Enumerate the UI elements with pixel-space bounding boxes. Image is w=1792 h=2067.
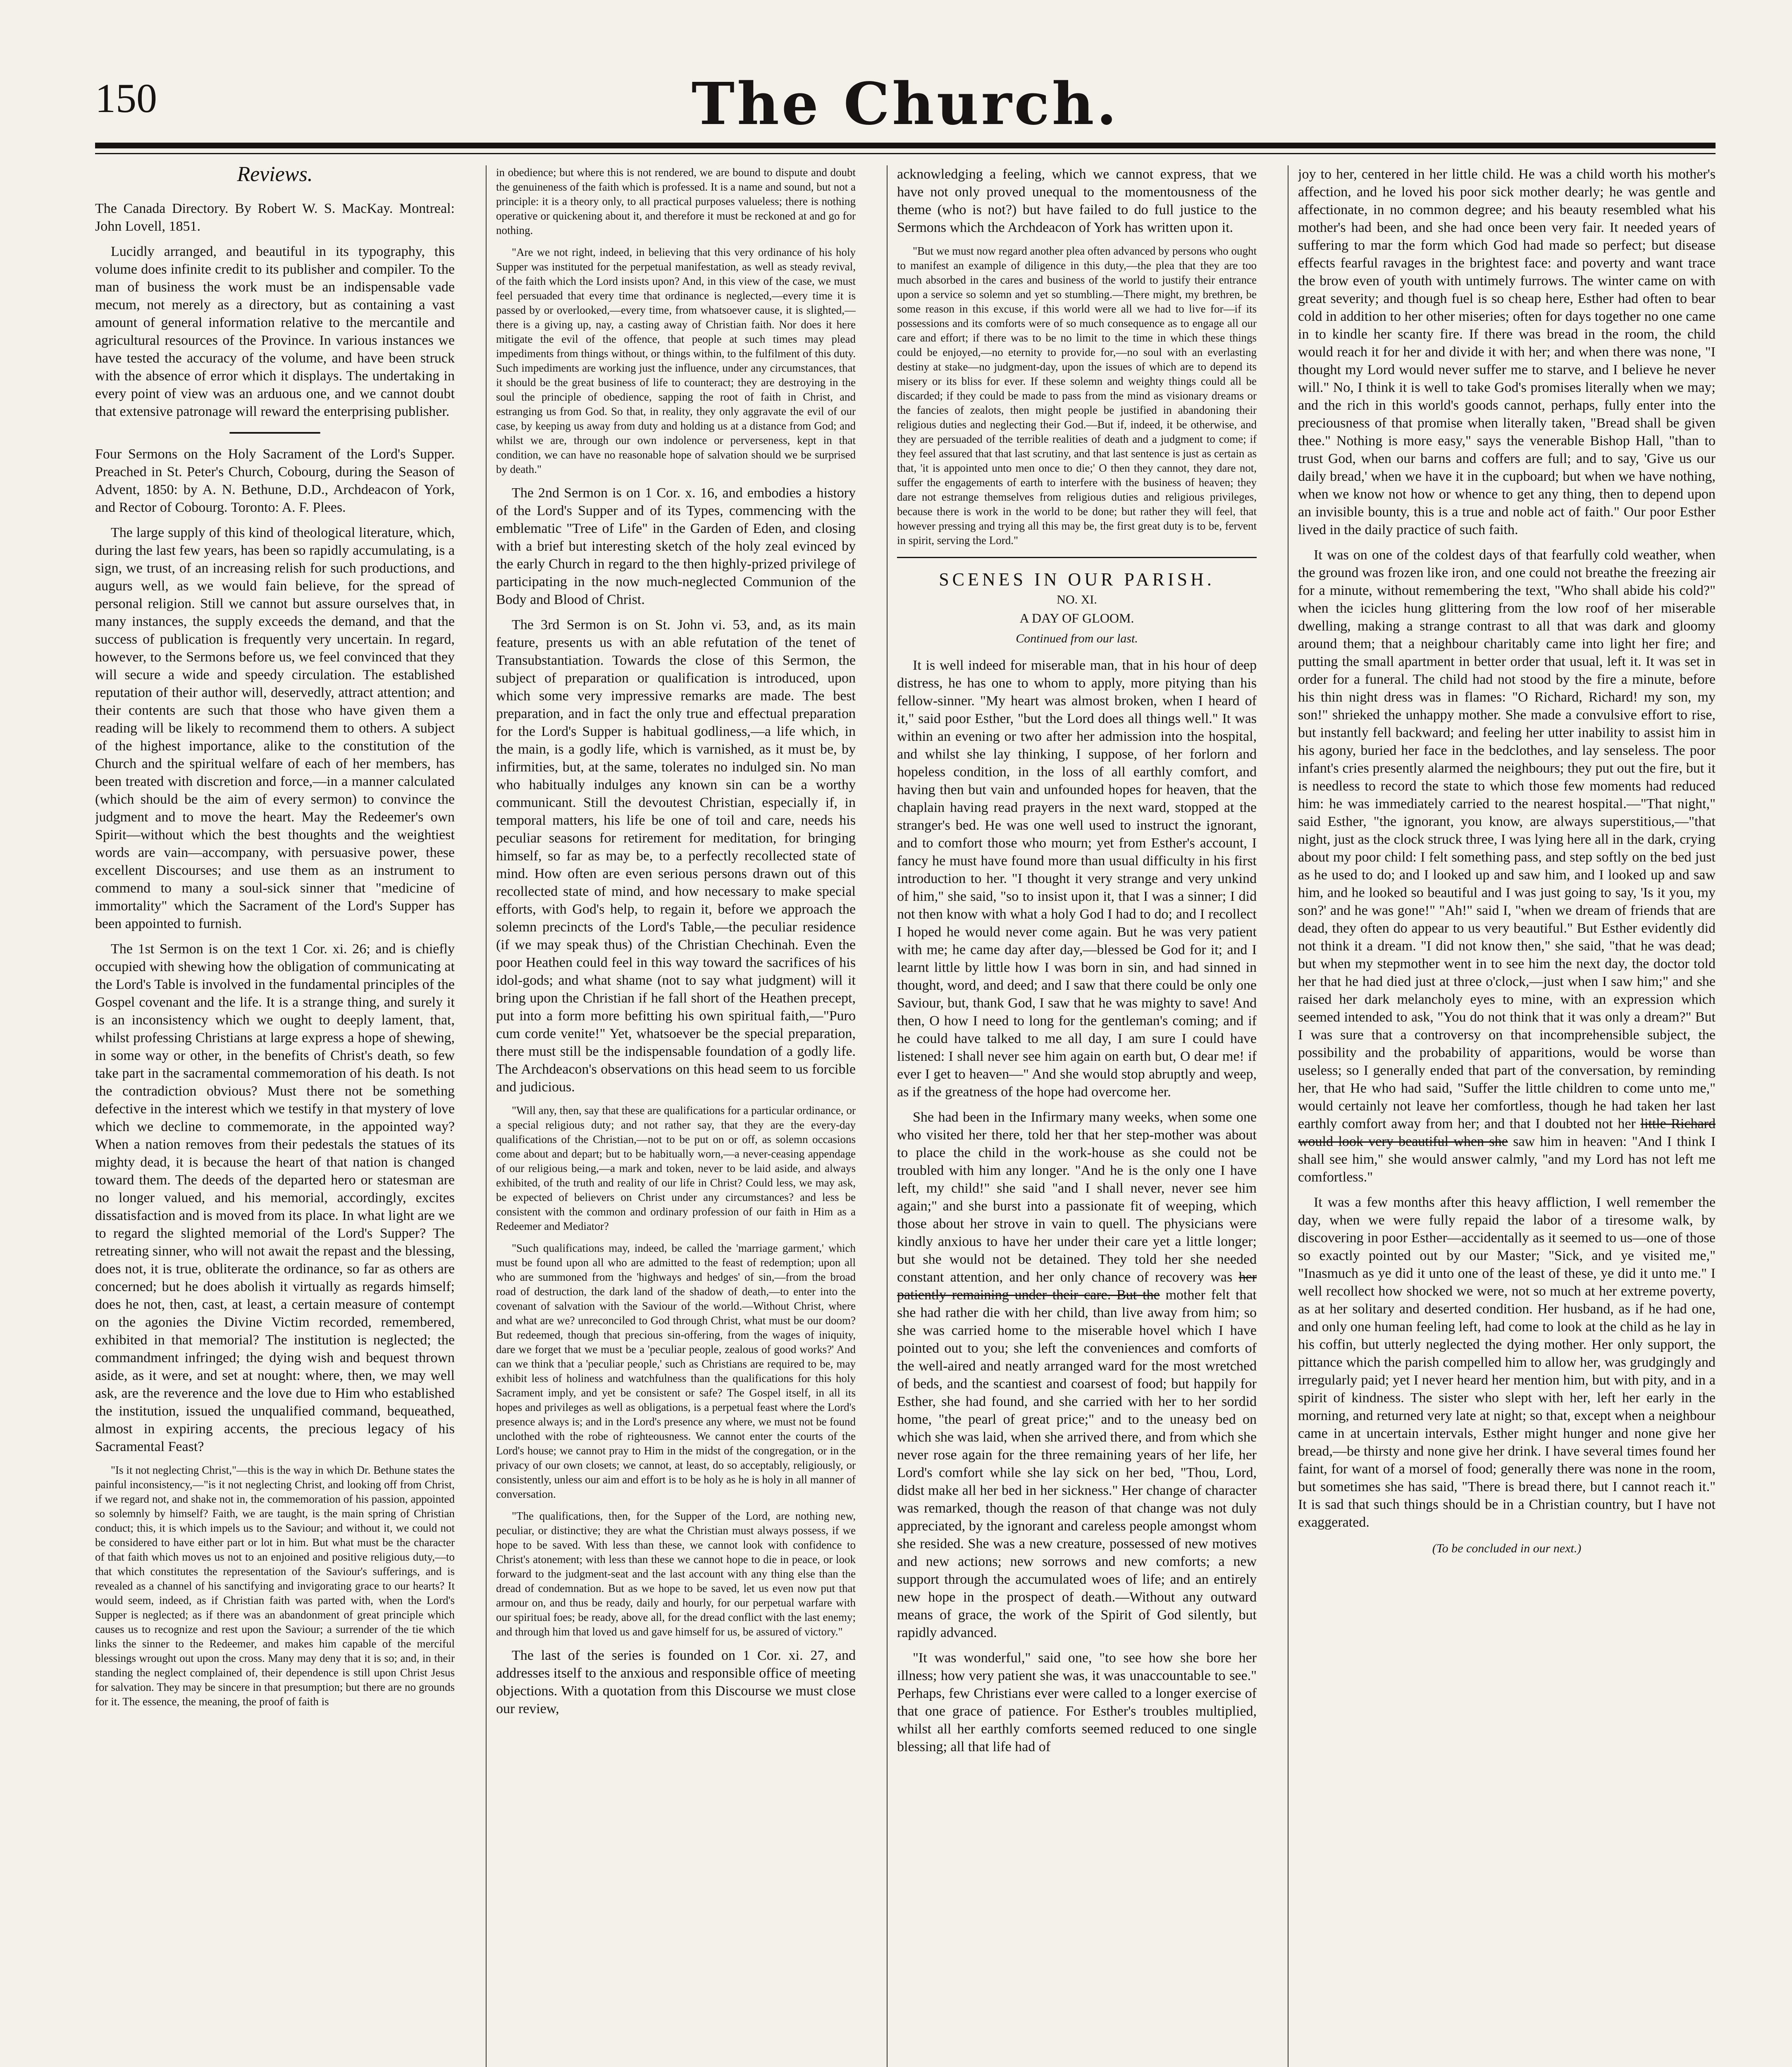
story-paragraph xyxy=(1298,546,1716,1186)
page-number: 150 xyxy=(95,75,157,121)
masthead xyxy=(95,70,1716,141)
story-paragraph xyxy=(897,1108,1257,1642)
story-paragraph: "It was wonderful," said one, "to see how she bore her illness; how very patient she was, it was unaccountable to see." Perhaps, few Christians ever were called to a longer exercise of that one grace of patience. For Esther's troubles multiplied, whilst all her earthly comforts seemed reduced to one single blessing; all that life had of xyxy=(897,1650,1257,1754)
struck-text: her patiently remaining under their care. But the xyxy=(897,1270,1257,1303)
story-subtitle: A DAY OF GLOOM. xyxy=(1019,611,1134,625)
story-title: SCENES IN OUR PARISH. xyxy=(939,569,1215,590)
review-quotation: "Will any, then, say that these are qualifications for a particular ordinance, or a special religious duty; and not rather say, that they are the every-day qualifications of the Christian,—not to be put on or off, as solemn occasions come about and depart; but to be habitually worn,—a never-ceasing appendage of our religious being,—a mark and token, never to be laid aside, and always exhibited, of the truth and reality of our life in Christ? Could less, we may ask, be expected of believers on Christ under any circumstances? and less be consistent with the common and ordinary profession of our faith in Him as a Redeemer and Mediator? xyxy=(496,1104,856,1232)
column-divider xyxy=(1288,165,1289,2067)
struck-text: little Richard would look very beautiful when she xyxy=(1298,1116,1716,1149)
section-heading-reviews: Reviews. xyxy=(237,165,313,186)
story-text: She had been in the Infirmary many weeks, when some one who visited her there, told her that her step-mother was about to place the child in the work-house as she could not be troubled with him any longer. "And he is the only one I have left, my child!" she said "and I shall never, never see him again;" and she burst into a passionate fit of weeping, which those about her strove in vain to quell. The physicians were kindly anxious to have her under their care yet a little longer; but she would not be detained. They told her she needed constant attention, and her only chance of recovery was xyxy=(897,1110,1257,1285)
ornamental-divider xyxy=(229,432,320,434)
story-text: saw him in heaven: "And I think I shall see him," she would answer calmly, "and my Lord has not left me comfortless." xyxy=(1298,1134,1716,1185)
review-quotation: "Are we not right, indeed, in believing that this very ordinance of his holy Supper was instituted for the perpetual manifestation, as well as steady revival, of the faith which the Lord insists upon? And, in this view of the case, we must feel persuaded that every time that ordinance is neglected,—every time it is passed by or overlooked,—every time, from whatsoever cause, it is slighted,—there is a giving up, nay, a casting away of Christian faith. Nor does it here mitigate the evil of the offence, that people at such times may plead impediments from things without, or things within, to the fulfilment of this duty. Such impediments are working just the influence, under any circumstances, that it should be the great business of life to counteract; they are destroying in the soul the principle of obedience, sapping the root of faith in Christ, and estranging us from God. So that, in reality, they only aggravate the evil of our case, by keeping us away from duty and holding us at a distance from God; and whilst we are, through our own indolence or perverseness, kept in that condition, we can have no reasonable hope of salvation should we be surprised by death." xyxy=(496,246,856,475)
review-paragraph: The 3rd Sermon is on St. John vi. 53, and, as its main feature, presents us with an able refutation of the tenet of Transubstantiation. Towards the close of this Sermon, the subject of preparation or qualification is introduced, upon which some very impressive remarks are made. The best preparation, and in fact the only true and effectual preparation for the Lord's Supper is habitual godliness,—a life which, in the main, is a godly life, which is varnished, as it must be, by infirmities, but, at the same, tolerates no indulged sin. No man who habitually indulges any known sin can be a worthy communicant. Still the devoutest Christian, especially if, in temporal matters, his life be one of toil and care, needs his peculiar seasons for retirement for meditation, for bringing himself, so far as may be, to a perfectly recollected state of mind. How often are even serious persons drawn out of this recollected state of mind, and how necessary to make special efforts, with God's help, to regain it, before we approach the solemn precincts of the Lord's Table,—the peculiar residence (if we may speak thus) of the Christian Chechinah. Even the poor Heathen could feel in this way toward the sacrifices of his idol-gods; and what shame (not to say what judgment) will it bring upon the Christian if he fall short of the Heathen precept, put into a form more befitting his own spiritual faith,—"Puro cum corde venite!" Yet, whatsoever be the special preparation, there must still be the indispensable foundation of a godly life. The Archdeacon's observations on this head seem to us forcible and judicious. xyxy=(496,617,856,1095)
column-1 xyxy=(95,165,455,2067)
review-paragraph: The last of the series is founded on 1 Cor. xi. 27, and addresses itself to the anxious and responsible office of meeting objections. With a quotation from this Discourse we must close our review, xyxy=(496,1648,856,1716)
review-citation-directory: The Canada Directory. By Robert W. S. MacKay. Montreal: John Lovell, 1851. xyxy=(95,201,455,234)
review-paragraph: acknowledging a feeling, which we cannot express, that we have not only proved unequal to the momentousness of the theme (who is not?) but have failed to do full justice to the Sermons which the Archdeacon of York has written upon it. xyxy=(897,167,1257,235)
story-paragraph: joy to her, centered in her little child. He was a child worth his mother's affection, and he loved his poor sick mother dearly; he was gentle and affectionate, in no common degree; and his beauty resembled what his mother's had been, and she had once been very fair. It needed years of suffering to mar the form which God had made so perfect; but disease effects fearful ravages in the brightest face: and poverty and want trace the brow even of youth with untimely furrows. The winter came on with great severity; and though fuel is so cheap here, Esther had often to bear cold in addition to her other miseries; often for days together no one came in to kindle her scanty fire. If there was bread in the room, the child would reach it for her and divide it with her; and when there was none, "I thought my Lord would never suffer me to starve, and I believe he never will." No, I think it is well to take God's promises literally when we may; and the rich in this world's goods cannot, perhaps, fully enter into the preciousness of that promise when literally taken, "Bread shall be given thee." Nothing is more easy," says the venerable Bishop Hall, "than to trust God, when our barns and coffers are full; and to say, 'Give us our daily bread,' when we have it in the cupboard; but when we have nothing, when we know not how or whence to get any thing, then to depend upon an invisible bounty, this is a true and noble act of faith." Our poor Esther lived in the daily practice of such faith. xyxy=(1298,167,1716,537)
review-paragraph: The large supply of this kind of theological literature, which, during the last few years, has been so rapidly accumulating, is a sign, we trust, of an increasing relish for such productions, and augurs well, as we would fain believe, for the spread of personal religion. Still we cannot but assure ourselves that, in many instances, the supply exceeds the demand, and that the success of publication is frequently very uncertain. In regard, however, to the Sermons before us, we feel convinced that they will secure a wide and speedy circulation. The established reputation of their author will, deservedly, attract attention; and their contents are such that those who have given them a reading will be likely to recommend them to others. A subject of the highest importance, alike to the constitution of the Church and the spiritual welfare of each of her members, has been treated with discretion and force,—in a manner calculated (which should be the aim of every sermon) to convince the judgment and to move the heart. May the Redeemer's own Spirit—without which the best thoughts and the weightiest words are vain—accompany, with persuasive power, these excellent Discourses; and use them as an instrument to commend to many a soul-sick sinner that "medicine of immortality" which the Sacrament of the Lord's Supper has been appointed to furnish. xyxy=(95,525,455,931)
column-3 xyxy=(897,165,1257,2067)
review-quotation: "But we must now regard another plea often advanced by persons who ought to manifest an example of diligence in this duty,—the plea that they are too much absorbed in the cares and business of the world to justify their entrance upon a service so solemn and yet so stumbling.—There might, my brethren, be some reason in this excuse, if this world were all we had to live for—if its possessions and its comforts were of so much consequence as to engage all our care and effort; if there was to be no limit to the time in which these things could be enjoyed,—no eternity to provide for,—no soul with an everlasting destiny at stake—no judgment-day, upon the issues of which are to depend its misery or its bliss for ever. If these solemn and weighty things could all be discarded; if they could be made to pass from the mind as visionary dreams or the fancies of zealots, then might people be justified in abandoning their religious duties and neglecting their God.—But if, indeed, it be otherwise, and they are persuaded of the terrible realities of death and a judgment to come; if they feel assured that that last scrutiny, and that last sentence is just as certain as that, 'it is appointed unto men once to die;' O then they cannot, they dare not, suffer the engagements of earth to interfere with the business of heaven; they dare not estrange themselves from religious duties and religious privileges, because there is work in the world to be done; but rather they will feel, that however pressing and trying all this may be, the first great duty is to be, fervent in spirit, serving the Lord." xyxy=(897,245,1257,547)
review-quotation: "Such qualifications may, indeed, be called the 'marriage garment,' which must be found upon all who are admitted to the feast of redemption; upon all who are summoned from the 'highways and hedges' of sin,—from the broad road of destruction, the dark land of the shadow of death,—to enter into the covenant of salvation with the Saviour of the world.—Without Christ, where and what are we? unreconciled to God through Christ, what must be our doom? But redeemed, though that precious sin-offering, from the wages of iniquity, dare we forget that we must be a 'peculiar people, zealous of good works?' And can we think that a 'peculiar people,' such as Christians are required to be, may exhibit less of holiness and watchfulness than the qualifications for this holy Sacrament imply, and yet be consistent or safe? The Gospel itself, in all its hopes and privileges as well as obligations, is a perpetual feast where the Lord's presence always is; and in the Lord's presence any where, we must not be found unclothed with the robe of righteousness. We cannot enter the courts of the Lord's house; we cannot pray to Him in the midst of the congregation, or in the privacy of our own closets; we cannot, at least, do so acceptably, religiously, or consistently, unless our aim and effort is to be holy as he is holy in all manner of conversation. xyxy=(496,1242,856,1500)
story-paragraph: It was a few months after this heavy affliction, I well remember the day, when we were fully repaid the labor of a tiresome walk, by discovering in poor Esther—accidentally as it seemed to us—one of those so exactly pointed out by our Master; "Sick, and ye visited me," "Inasmuch as ye did it unto one of the least of these, ye did it unto me." I well recollect how shocked we were, not so much at her extreme poverty, as at her solitary and deserted condition. Her husband, as if he had one, and only one human feeling left, had come to look at the child as he lay in his coffin, but utterly neglected the dying mother. Her only support, the pittance which the parish compelled him to allow her, was grudgingly and irregularly paid; yet I never heard her mention him, but with pity, and in a spirit of kindness. The sister who slept with her, left her early in the morning, and returned very late at night; so that, except when a neighbour came in at uncertain intervals, Esther might hunger and none give her bread,—be thirsty and none give her drink. I have several times found her faint, for want of a morsel of food; generally there was none in the room, but sometimes she has said, "There is bread there, but I cannot reach it." It is sad that such things should be in a Christian country, but I have not exaggerated. xyxy=(1298,1195,1716,1530)
column-divider xyxy=(486,165,487,2067)
story-number: NO. XI. xyxy=(1057,593,1097,606)
review-paragraph: The 2nd Sermon is on 1 Cor. x. 16, and embodies a history of the Lord's Supper and of its Types, commencing with the emblematic "Tree of Life" in the Garden of Eden, and closing with a brief but interesting sketch of the holy zeal evinced by the early Church in regard to the then highly-prized privilege of participating in the now much-neglected Communion of the Body and Blood of Christ. xyxy=(496,485,856,607)
review-quotation: "Is it not neglecting Christ,"—this is the way in which Dr. Bethune states the painful inconsistency,—"is it not neglecting Christ, and looking off from Christ, if we regard not, and shake not in, the commemoration of his passion, appointed so solemnly by himself? Faith, we are taught, is the main spring of Christian conduct; this, it is which impels us to the Saviour; and without it, we could not be considered to have either part or lot in him. But what must be the character of that faith which moves us not to an enjoined and positive religious duty,—to that which constitutes the representation of the Saviour's sufferings, and is revealed as a channel of his sanctifying and invigorating grace to our hearts? It would seem, indeed, as if Christian faith was parted with, when the Lord's Supper is neglected; as if there was an abandonment of great principle which causes us to recognize and rest upon the Saviour; a surrender of the tie which links the sinner to the Redeemer, and makes him capable of the merciful blessings wrought out upon the cross. Many may deny that it is so; and, in their standing the neglect complained of, their dependence is still upon Christ Jesus for salvation. They may be sincere in that presumption; but there are no grounds for it. The essence, the meaning, the proof of faith is xyxy=(95,1464,455,1708)
review-citation-sermons: Four Sermons on the Holy Sacrament of the Lord's Supper. Preached in St. Peter's Church, Cobourg, during the Season of Advent, 1850: by A. N. Bethune, D.D., Archdeacon of York, and Rector of Cobourg. Toronto: A. F. Plees. xyxy=(95,446,455,515)
column-2 xyxy=(496,165,856,2067)
story-text: It was on one of the coldest days of that fearfully cold weather, when the ground was frozen like iron, and one could not breathe the freezing air for a minute, without remembering the text, "Who shall abide his cold?" when the icicles hung glittering from the low roof of her miserable dwelling, making a strange contrast to all that was dark and gloomy around them; that a neighbour charitably came into light her fire; and putting the small apartment in better order that usual, left it. It was set in order for a funeral. The child had not stood by the fire a minute, before his thin night dress was in flames: "O Richard, Richard! my son, my son!" shrieked the unhappy mother. She made a convulsive effort to rise, but instantly fell backward; and feeling her utter inability to assist him in his agony, buried her face in the bedclothes, and lay senseless. The poor infant's cries presently alarmed the neighbours; they put out the fire, but it is needless to record the state to which those few moments had reduced him: he was immediately carried to the nearest hospital.—"That night," said Esther, "the ignorant, you know, are always superstitious,—"that night, just as the clock struck three, I was lying here all in the dark, crying about my poor child: I felt something pass, and step softly on the bed just as he used to do; and I looked up and saw him, and I looked up and saw him, and he looked so beautiful and I was just going to say, 'Is it you, my son?' and he was gone!" "Ah!" said I, "when we dream of friends that are dead, they often do appear to us very beautiful." But Esther evidently did not think it a dream. "I did not know then," she said, "that he was dead; but when my stepmother went in to see him the next day, the doctor told her that he had died just at three o'clock,—just when I saw him;" and she raised her dark melancholy eyes to mine, with an expression which seemed intended to ask, "You do not think that it was only a dream?" But I was sure that a controversy on that incomprehensible subject, the possibility and the probability of apparitions, would be worse than useless; so I generally ended that part of the conversation, by reminding her, that He who had said, "Suffer the little children to come unto me," would certainly not leave her comfortless, though he had taken her last earthly comfort away from her; and that I doubted not her xyxy=(1298,547,1716,1131)
column-divider xyxy=(887,165,888,2067)
masthead-rule-thin xyxy=(95,153,1716,154)
review-quotation: in obedience; but where this is not rendered, we are bound to dispute and doubt the genuineness of the faith which is professed. It is a name and sound, but not a principle: it is a theory only, to all practical purposes valueless; there is nothing operative or quickening about it, and therefore it must be reckoned at and go for nothing. xyxy=(496,166,856,236)
masthead-rule xyxy=(95,143,1716,148)
review-text-directory: Lucidly arranged, and beautiful in its typography, this volume does infinite credit to its publisher and compiler. To the man of business the work must be an indispensable vade mecum, not merely as a directory, but as containing a vast amount of general information relative to the mercantile and agricultural resources of the Province. In various instances we have tested the accuracy of the volume, and have been struck with the absence of error which it displays. The undertaking in every point of view was an arduous one, and we cannot doubt that extensive patronage will reward the enterprising publisher. xyxy=(95,244,455,419)
story-text: mother felt that she had rather die with her child, than live away from him; so she was carried home to the miserable hovel which I have pointed out to you; she left the conveniences and comforts of the well-aired and neatly arranged ward for the most wretched of beds, and the scantiest and coarsest of food; but happily for Esther, she had found, and she carried with her to her sordid home, "the pearl of great price;" and to the uneasy bed on which she was laid, when she arrived there, and from which she never rose again for the three remaining years of her life, her Lord's comfort while she lay sick on her bed, "Thou, Lord, didst make all her bed in her sickness." Her change of character was remarked, though the reason of that change was not duly appreciated, by the ignorant and careless people amongst whom she resided. She was a new creature, possessed of new motives and new actions; new sorrows and new comforts; a new support through the accumulated woes of life; and an entirely new hope in the prospect of death.—Without any outward means of grace, the work of the Spirit of God silently, but rapidly advanced. xyxy=(897,1287,1257,1640)
section-rule xyxy=(897,557,1257,558)
column-4 xyxy=(1298,165,1716,2067)
newspaper-title: The Church. xyxy=(691,70,1119,138)
to-be-concluded-note: (To be concluded in our next.) xyxy=(1432,1542,1582,1555)
review-paragraph: The 1st Sermon is on the text 1 Cor. xi. 26; and is chiefly occupied with shewing how the obligation of communicating at the Lord's Table is involved in the fundamental principles of the Gospel covenant and the life. It is a strange thing, and surely it is an inconsistency which we ought to deeply lament, that, whilst professing Christians at large express a hope of shewing, in some way or other, in the benefits of Christ's death, so few take part in the sacramental commemoration of his death. Is not the contradiction obvious? Must there not be something defective in the interest which we testify in that mystery of love which we decline to commemorate, in the appointed way? When a nation removes from their pedestals the statues of its mighty dead, it is because the heart of that nation is changed toward them. The deeds of the departed hero or statesman are no longer valued, and his memorial, accordingly, excites dissatisfaction and is moved from its place. In what light are we to regard the slighted memorial of the Lord's Supper? The retreating sinner, who will not await the repast and the blessing, does not, it is true, obliterate the ordinance, so far as others are concerned; but he does abolish it virtually as regards himself; does he not, then, cast, at least, a certain measure of contempt on the agonies the Divine Victim recorded, remembered, exhibited in that memorial? The institution is neglected; the commandment infringed; the dying wish and bequest thrown aside, as it were, and set at nought: where, then, we may well ask, are the reverence and the love due to Him who established the institution, issued the unqualified command, bequeathed, almost in expiring accents, the precious legacy of his Sacramental Feast? xyxy=(95,941,455,1454)
story-continued-note: Continued from our last. xyxy=(1016,632,1138,645)
story-paragraph: It is well indeed for miserable man, that in his hour of deep distress, he has one to whom to apply, more pitying than his fellow-sinner. "My heart was almost broken, when I heard of it," said poor Esther, "but the Lord does all things well." It was within an evening or two after her admission into the hospital, and whilst she lay thinking, I suppose, of her forlorn and hopeless condition, in the loss of all earthly comfort, and having then but vain and unfounded hopes for heaven, that the chaplain having read prayers in the next ward, stopped at the stranger's bed. He was one well used to instruct the ignorant, and to comfort those who mourn; yet from Esther's account, I fancy he must have found more than usual difficulty in his first introduction to her. "I thought it very strange and very unkind of him," she said, "so to insist upon it, that I was a sinner; I did not then know with what a holy God I had to do; and I recollect I hoped he would never come again. But he was very patient with me; he came day after day,—blessed be God for it; and I learnt little by little how I was born in sin, and had sinned in thought, word, and deed; and I saw that there could be only one Saviour, but, thank God, I saw that he was mighty to save! And then, O how I need to long for the gentleman's coming; and if he could have talked to me all day, I am sure I could have listened: I shall never see him again on earth but, O dear me! if ever I get to heaven—" And she would stop abruptly and weep, as if the greatness of the hope had overcome her. xyxy=(897,658,1257,1100)
review-quotation: "The qualifications, then, for the Supper of the Lord, are nothing new, peculiar, or distinctive; they are what the Christian must always possess, if we hope to be saved. With less than these, we cannot look with confidence to Christ's atonement; with less than these we cannot hope to die in peace, or look forward to the judgment-seat and the last account with any thing else than the dread of condemnation. But as we hope to be saved, let us even now put that armour on, and thus be ready, daily and hourly, for our perpetual warfare with our spiritual foes; be ready, above all, for the dread conflict with the last enemy; and through him that loved us and gave himself for us, be assured of victory." xyxy=(496,1510,856,1638)
